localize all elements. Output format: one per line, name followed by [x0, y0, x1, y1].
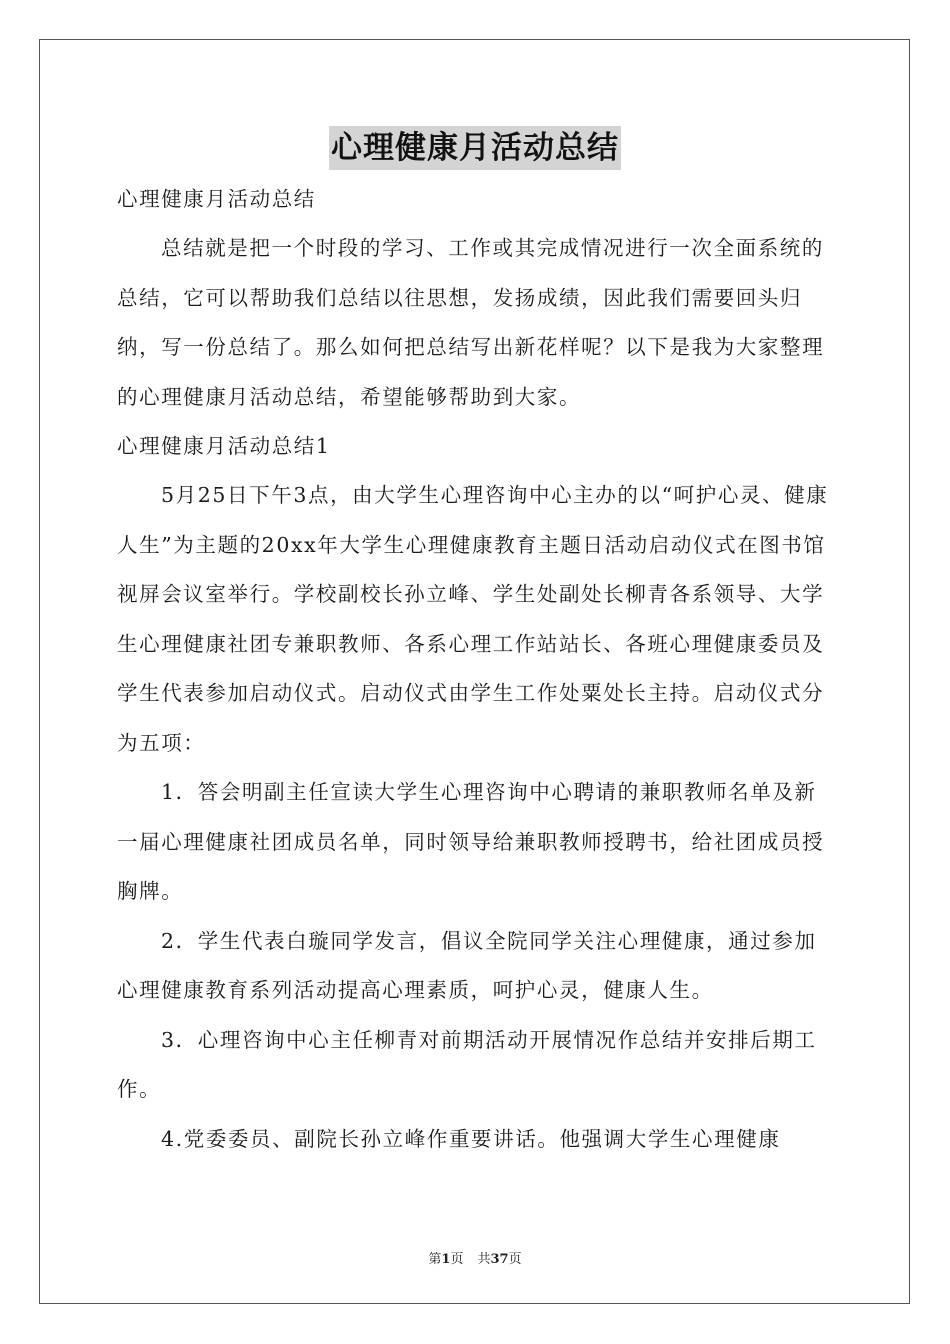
body-paragraph: 5月25日下午3点，由大学生心理咨询中心主办的以“呵护心灵、健康人生”为主题的20xx年大学生心理健康教育主题日活动启动仪式在图书馆视屏会议室举行。学校副校长孙立峰、学生处副处长柳青各系领导、大学生心理健康社团专兼职教师、各系心理工作站站长、各班心理健康委员及学生代表参加启动仪式。启动仪式由学生工作处粟处长主持。启动仪式分为五项：: [117, 483, 829, 755]
document-title: 心理健康月活动总结: [329, 126, 621, 170]
page-suffix: 页: [450, 1252, 464, 1267]
total-suffix: 页: [508, 1252, 522, 1267]
page-prefix: 第: [428, 1252, 442, 1267]
title-container: [0, 126, 950, 170]
page-number: 1: [441, 1252, 451, 1267]
document-body: [117, 175, 835, 1164]
document-subtitle: 心理健康月活动总结: [117, 187, 316, 211]
intro-paragraph: 总结就是把一个时段的学习、工作或其完成情况进行一次全面系统的总结，它可以帮助我们总结以往思想，发扬成绩，因此我们需要回头归纳，写一份总结了。那么如何把总结写出新花样呢？以下是我为大家整理的心理健康月活动总结，希望能够帮助到大家。: [117, 236, 825, 409]
list-item-3: 3．心理咨询中心主任柳青对前期活动开展情况作总结并安排后期工作。: [117, 1027, 817, 1101]
list-item-1: 1．答会明副主任宣读大学生心理咨询中心聘请的兼职教师名单及新一届心理健康社团成员名单，同时领导给兼职教师授聘书，给社团成员授胸牌。: [117, 780, 825, 903]
list-item-2: 2．学生代表白璇同学发言，倡议全院同学关注心理健康，通过参加心理健康教育系列活动提高心理素质，呵护心灵，健康人生。: [117, 928, 817, 1002]
section-heading: 心理健康月活动总结1: [117, 434, 331, 458]
total-pages: 37: [490, 1252, 509, 1267]
total-prefix: 共: [477, 1252, 491, 1267]
page-footer: [0, 1248, 950, 1267]
list-item-4: 4.党委委员、副院长孙立峰作重要讲话。他强调大学生心理健康: [161, 1126, 781, 1151]
